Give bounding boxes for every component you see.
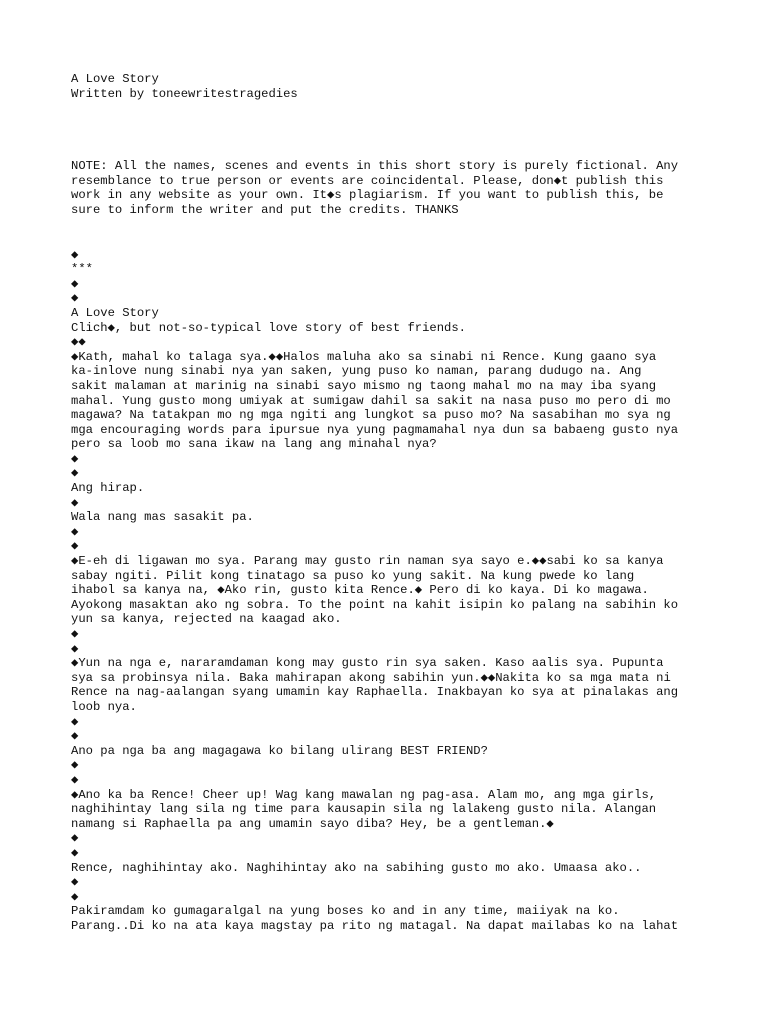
- note-line: resemblance to true person or events are coincidental. Please, don◆t publish this: [71, 173, 664, 188]
- story-line: ◆: [71, 451, 79, 466]
- story-line: Rence, naghihintay ako. Naghihintay ako na sabihing gusto mo ako. Umaasa ako..: [71, 860, 642, 875]
- story-line: ◆: [71, 524, 79, 539]
- author-byline: Written by toneewritestragedies: [71, 86, 298, 101]
- story-line: yun sa kanya, rejected na kaagad ako.: [71, 612, 342, 627]
- story-line: sabay ngiti. Pilit kong tinatago sa puso ko yung sakit. Na kung pwede ko lang: [71, 568, 635, 583]
- story-line: loob nya.: [71, 699, 137, 714]
- story-line: ◆: [71, 495, 79, 510]
- story-line: ◆: [71, 539, 79, 554]
- story-line: ◆Kath, mahal ko talaga sya.◆◆Halos maluha ako sa sinabi ni Rence. Kung gaano sya: [71, 349, 657, 364]
- story-line: ***: [71, 262, 93, 277]
- story-line: [71, 933, 731, 948]
- story-line: ◆: [71, 714, 79, 729]
- story-line: namang si Raphaella pa ang umamin sayo diba? Hey, be a gentleman.◆: [71, 816, 554, 831]
- story-line: ihabol sa kanya na, ◆Ako rin, gusto kita Rence.◆ Pero di ko kaya. Di ko magawa.: [71, 583, 649, 598]
- story-line: ◆: [71, 291, 79, 306]
- note-line: work in any website as your own. It◆s plagiarism. If you want to publish this, be: [71, 188, 664, 203]
- story-line: Clich◆, but not-so-typical love story of best friends.: [71, 320, 466, 335]
- spacer: [71, 101, 731, 159]
- note-line: NOTE: All the names, scenes and events in this short story is purely fictional. Any: [71, 159, 679, 174]
- story-line: A Love Story: [71, 305, 159, 320]
- story-line: Parang..Di ko na ata kaya magstay pa rito ng matagal. Na dapat mailabas ko na lahat: [71, 918, 679, 933]
- story-line: ◆Ano ka ba Rence! Cheer up! Wag kang mawalan ng pag-asa. Alam mo, ang mga girls,: [71, 787, 657, 802]
- story-line: ◆: [71, 641, 79, 656]
- story-line: Rence na nag-aalangan syang umamin kay Raphaella. Inakbayan ko sya at pinalakas ang: [71, 685, 679, 700]
- story-line: Wala nang mas sasakit pa.: [71, 510, 254, 525]
- story-line: sakit malaman at marinig na sinabi sayo mismo ng taong mahal mo na may iba syang: [71, 378, 657, 393]
- story-line: magawa? Na tatakpan mo ng mga ngiti ang lungkot sa puso mo? Na sasabihan mo sya ng: [71, 408, 671, 423]
- document-page: [71, 72, 731, 948]
- story-line: ◆: [71, 831, 79, 846]
- story-line: naghihintay lang sila ng time para kausapin sila ng lalakeng gusto nila. Alangan: [71, 802, 657, 817]
- story-line: ◆Yun na nga e, nararamdaman kong may gusto rin sya saken. Kaso aalis sya. Pupunta: [71, 656, 664, 671]
- note-paragraph: [71, 159, 731, 217]
- story-line: ◆: [71, 875, 79, 890]
- spacer: [71, 218, 731, 248]
- story-line: ◆: [71, 729, 79, 744]
- story-line: ◆: [71, 276, 79, 291]
- story-line: mahal. Yung gusto mong umiyak at sumigaw dahil sa sakit na nasa puso mo pero di mo: [71, 393, 671, 408]
- story-line: ◆: [71, 627, 79, 641]
- story-line: Ayokong masaktan ako ng sobra. To the point na kahit isipin ko palang na sabihin ko: [71, 597, 679, 612]
- note-line: sure to inform the writer and put the credits. THANKS: [71, 202, 459, 217]
- story-line: mga encouraging words para ipursue nya yung pagmamahal nya dun sa babaeng gusto nya: [71, 422, 679, 437]
- story-line: ◆: [71, 772, 79, 787]
- story-line: ◆: [71, 845, 79, 860]
- story-line: Ang hirap.: [71, 481, 145, 496]
- story-line: sya sa probinsya nila. Baka mahirapan akong sabihin yun.◆◆Nakita ko sa mga mata ni: [71, 670, 671, 685]
- story-line: Ano pa nga ba ang magagawa ko bilang ulirang BEST FRIEND?: [71, 743, 488, 758]
- story-body: [71, 248, 731, 949]
- story-line: ◆: [71, 758, 79, 773]
- story-line: ◆: [71, 466, 79, 481]
- story-line: ◆E-eh di ligawan mo sya. Parang may gusto rin naman sya sayo e.◆◆sabi ko sa kanya: [71, 554, 664, 569]
- story-line: pero sa loob mo sana ikaw na lang ang minahal nya?: [71, 437, 437, 452]
- story-line: ◆◆: [71, 335, 86, 350]
- story-line: Pakiramdam ko gumagaralgal na yung boses ko and in any time, maiiyak na ko.: [71, 904, 620, 919]
- story-line: ka-inlove nung sinabi nya yan saken, yung puso ko naman, parang dudugo na. Ang: [71, 364, 642, 379]
- story-line: ◆: [71, 247, 79, 262]
- story-line: ◆: [71, 889, 79, 904]
- story-title: A Love Story: [71, 72, 159, 86]
